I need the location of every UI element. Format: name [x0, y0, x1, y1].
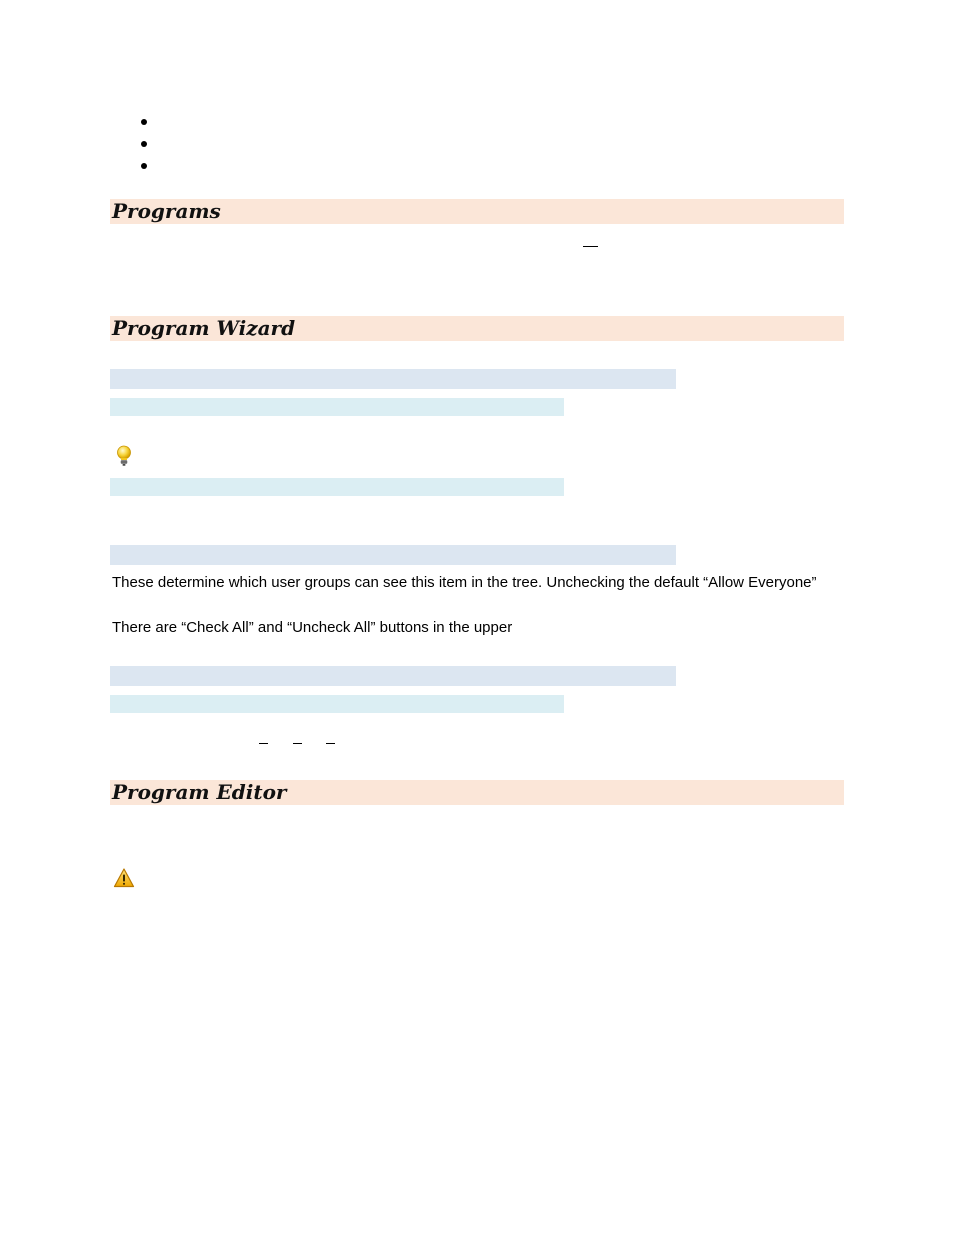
- highlight-bar: [110, 666, 676, 686]
- section-heading-program-editor: [110, 780, 844, 805]
- highlight-bar: [110, 369, 676, 389]
- heading-text: Program Editor: [112, 780, 287, 804]
- en-dash: [259, 743, 268, 744]
- highlight-bar: [110, 478, 564, 496]
- section-heading-programs: [110, 199, 844, 224]
- em-dash: [583, 246, 598, 247]
- section-heading-program-wizard: [110, 316, 844, 341]
- heading-text: Programs: [112, 199, 221, 223]
- bullet-point: [141, 141, 147, 147]
- highlight-bar: [110, 545, 676, 565]
- warning-icon: [113, 867, 135, 889]
- highlight-bar: [110, 398, 564, 416]
- en-dash: [293, 743, 302, 744]
- visibility-paragraph: These determine which user groups can see this item in the tree. Unchecking the default “Allow Everyone”: [112, 574, 817, 591]
- buttons-paragraph: There are “Check All” and “Uncheck All” buttons in the upper: [112, 619, 513, 636]
- bullet-point: [141, 163, 147, 169]
- en-dash: [326, 743, 335, 744]
- highlight-bar: [110, 695, 564, 713]
- bullet-point: [141, 119, 147, 125]
- heading-text: Program Wizard: [112, 316, 296, 340]
- lightbulb-icon: [114, 445, 134, 467]
